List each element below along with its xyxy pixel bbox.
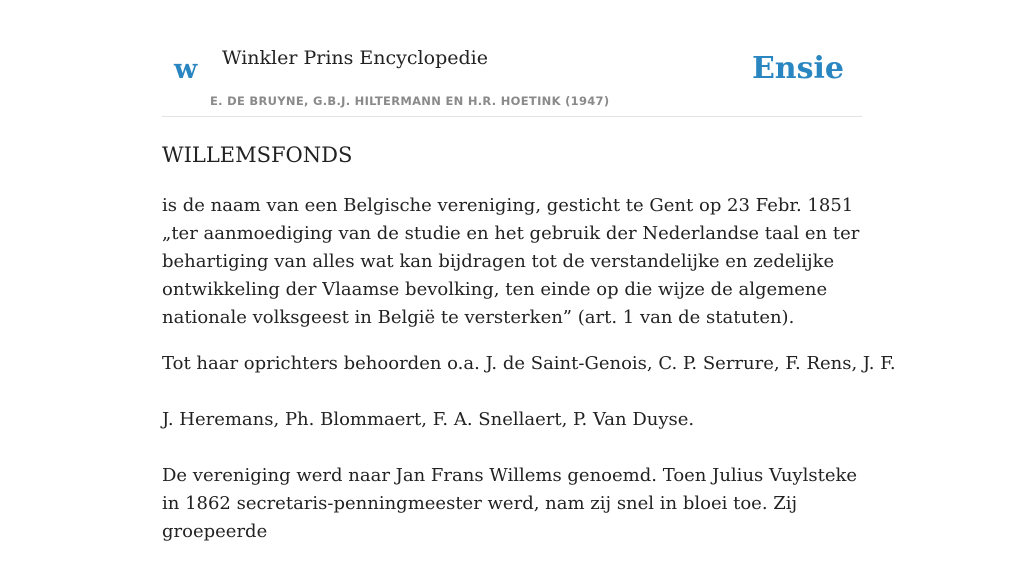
page-header	[162, 0, 862, 117]
article-paragraph: Tot haar oprichters behoorden o.a. J. de Saint-Genois, C. P. Serrure, F. Rens, J. F.	[162, 353, 896, 374]
source-title[interactable]: Winkler Prins Encyclopedie	[222, 47, 488, 69]
article-body	[162, 138, 896, 564]
article-paragraph: J. Heremans, Ph. Blommaert, F. A. Snellaert, P. Van Duyse.	[162, 409, 695, 430]
ensie-logo[interactable]: Ensie	[751, 51, 844, 86]
article-title: WILLEMSFONDS	[162, 143, 353, 167]
article-paragraph: is de naam van een Belgische vereniging, gesticht te Gent op 23 Febr. 1851 „ter aanmoediging van de studie en het gebruik der Nederlandse taal en ter behartiging van alles wat kan bijdragen tot de verstandelijke en zedelijke ontwikkeling der Vlaamse bevolking, ten einde op die wijze de algemene nationale volksgeest in België te versterken” (art. 1 van de statuten).	[162, 195, 860, 328]
winkler-prins-logo[interactable]: w	[174, 54, 198, 85]
article-paragraph: De vereniging werd naar Jan Frans Willems genoemd. Toen Julius Vuylsteke in 1862 secretaris-penningmeester werd, nam zij snel in bloei toe. Zij groepeerde	[162, 465, 858, 542]
source-authors: E. DE BRUYNE, G.B.J. HILTERMANN EN H.R. HOETINK (1947)	[210, 94, 610, 108]
